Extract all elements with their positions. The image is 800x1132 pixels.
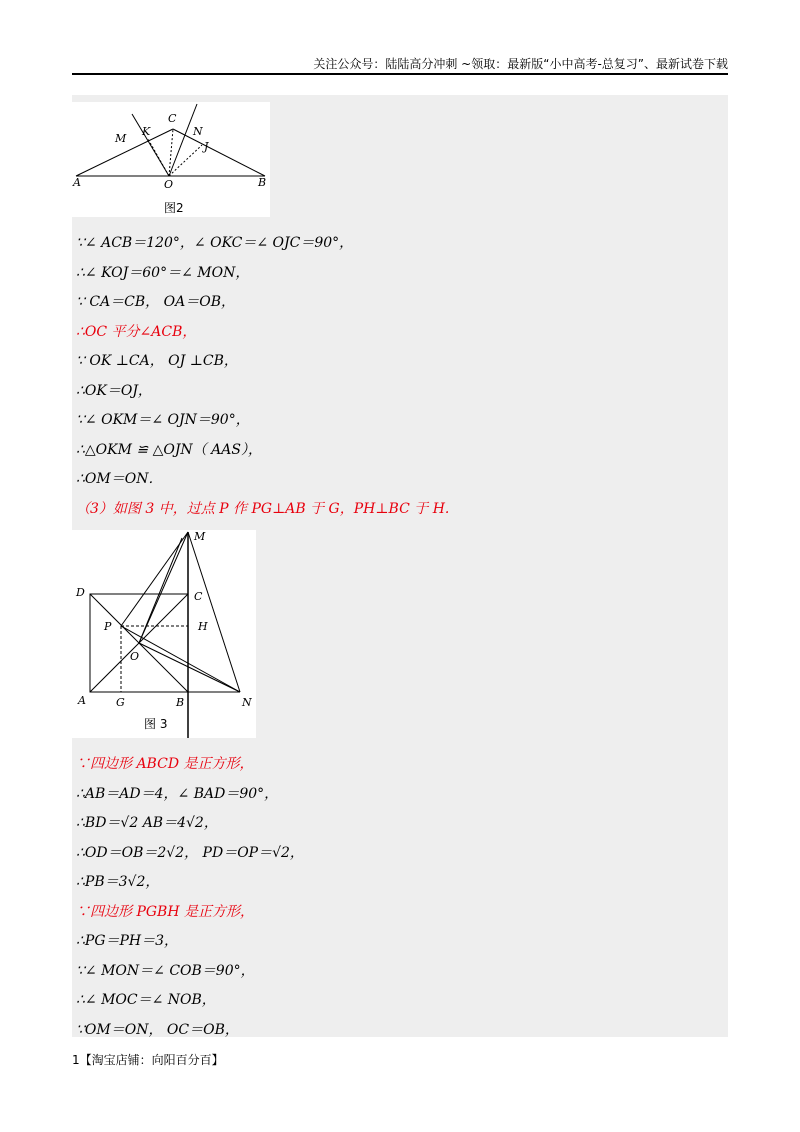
fig3-label-C: C — [194, 590, 203, 603]
solution-line: ∵∠ ACB＝120°，∠ OKC＝∠ OJC＝90°， — [76, 235, 354, 251]
fig2-label-M: M — [115, 132, 127, 145]
solution-line: ∴OM＝ON． — [76, 471, 163, 487]
solution-line: ∴OD＝OB＝2√2， PD＝OP＝√2， — [76, 844, 304, 861]
fig3-label-D: D — [76, 586, 85, 599]
solution-line: ∵四边形 ABCD 是正方形， — [76, 756, 254, 772]
fig3-label-N: N — [242, 696, 252, 709]
solution-line: ∴AB＝AD＝4，∠ BAD＝90°， — [76, 785, 279, 802]
solution-line: ∴∠ KOJ＝60°＝∠ MON， — [76, 264, 250, 281]
page-footer: 1【淘宝店铺：向阳百分百】 — [72, 1053, 224, 1067]
solution-line: ∵ OK ⊥CA， OJ ⊥CB， — [76, 353, 238, 369]
fig3-label-H: H — [198, 620, 208, 633]
figure-3 — [72, 530, 256, 738]
figure-2 — [72, 102, 270, 217]
fig2-caption: 图2 — [164, 201, 184, 215]
fig2-label-C: C — [168, 112, 177, 125]
fig3-label-A: A — [78, 694, 86, 707]
document-body — [72, 95, 728, 1037]
solution-line: ∵∠ OKM＝∠ OJN＝90°， — [76, 412, 250, 428]
solution-line: ∵四边形 PGBH 是正方形， — [76, 903, 255, 920]
fig3-label-P: P — [104, 620, 112, 633]
fig3-caption: 图 3 — [144, 717, 168, 731]
fig2-label-B: B — [258, 176, 267, 189]
fig2-label-A: A — [73, 176, 81, 189]
fig3-label-G: G — [116, 696, 125, 709]
solution-line: ∴PG＝PH＝3， — [76, 933, 179, 949]
figure-3-diagram — [72, 530, 256, 738]
solution-line: ∴PB＝3√2， — [76, 874, 160, 890]
fig2-label-J: J — [204, 140, 209, 153]
solution-line: ∵OM＝ON， OC＝OB， — [76, 1021, 239, 1038]
fig2-label-O: O — [164, 178, 174, 191]
page-header: 关注公众号：陆陆高分冲刺 ~领取：最新版“小中高考-总复习”、最新试卷下载 — [313, 57, 728, 71]
solution-line: ∴∠ MOC＝∠ NOB， — [76, 992, 216, 1008]
fig3-label-O: O — [130, 650, 140, 663]
solution-line: ∴△OKM ≌ △OJN（ AAS）， — [76, 441, 262, 458]
solution-line: ∵∠ MON＝∠ COB＝90°， — [76, 962, 255, 979]
fig3-label-B: B — [176, 696, 185, 709]
solution-line: ∴OK＝OJ， — [76, 382, 152, 399]
header-rule — [72, 73, 728, 75]
solution-line: ∵ CA＝CB， OA＝OB， — [76, 294, 235, 310]
solution-line: （3）如图 3 中，过点 P 作 PG⊥AB 于 G，PH⊥BC 于 H. — [76, 500, 450, 517]
fig2-label-K: K — [142, 125, 151, 138]
fig3-label-M: M — [194, 530, 206, 543]
figure-2-diagram — [72, 102, 270, 217]
fig2-label-N: N — [193, 125, 203, 138]
solution-line: ∴OC 平分∠ACB， — [76, 323, 197, 340]
solution-line: ∴BD＝√2 AB＝4√2， — [76, 815, 218, 831]
